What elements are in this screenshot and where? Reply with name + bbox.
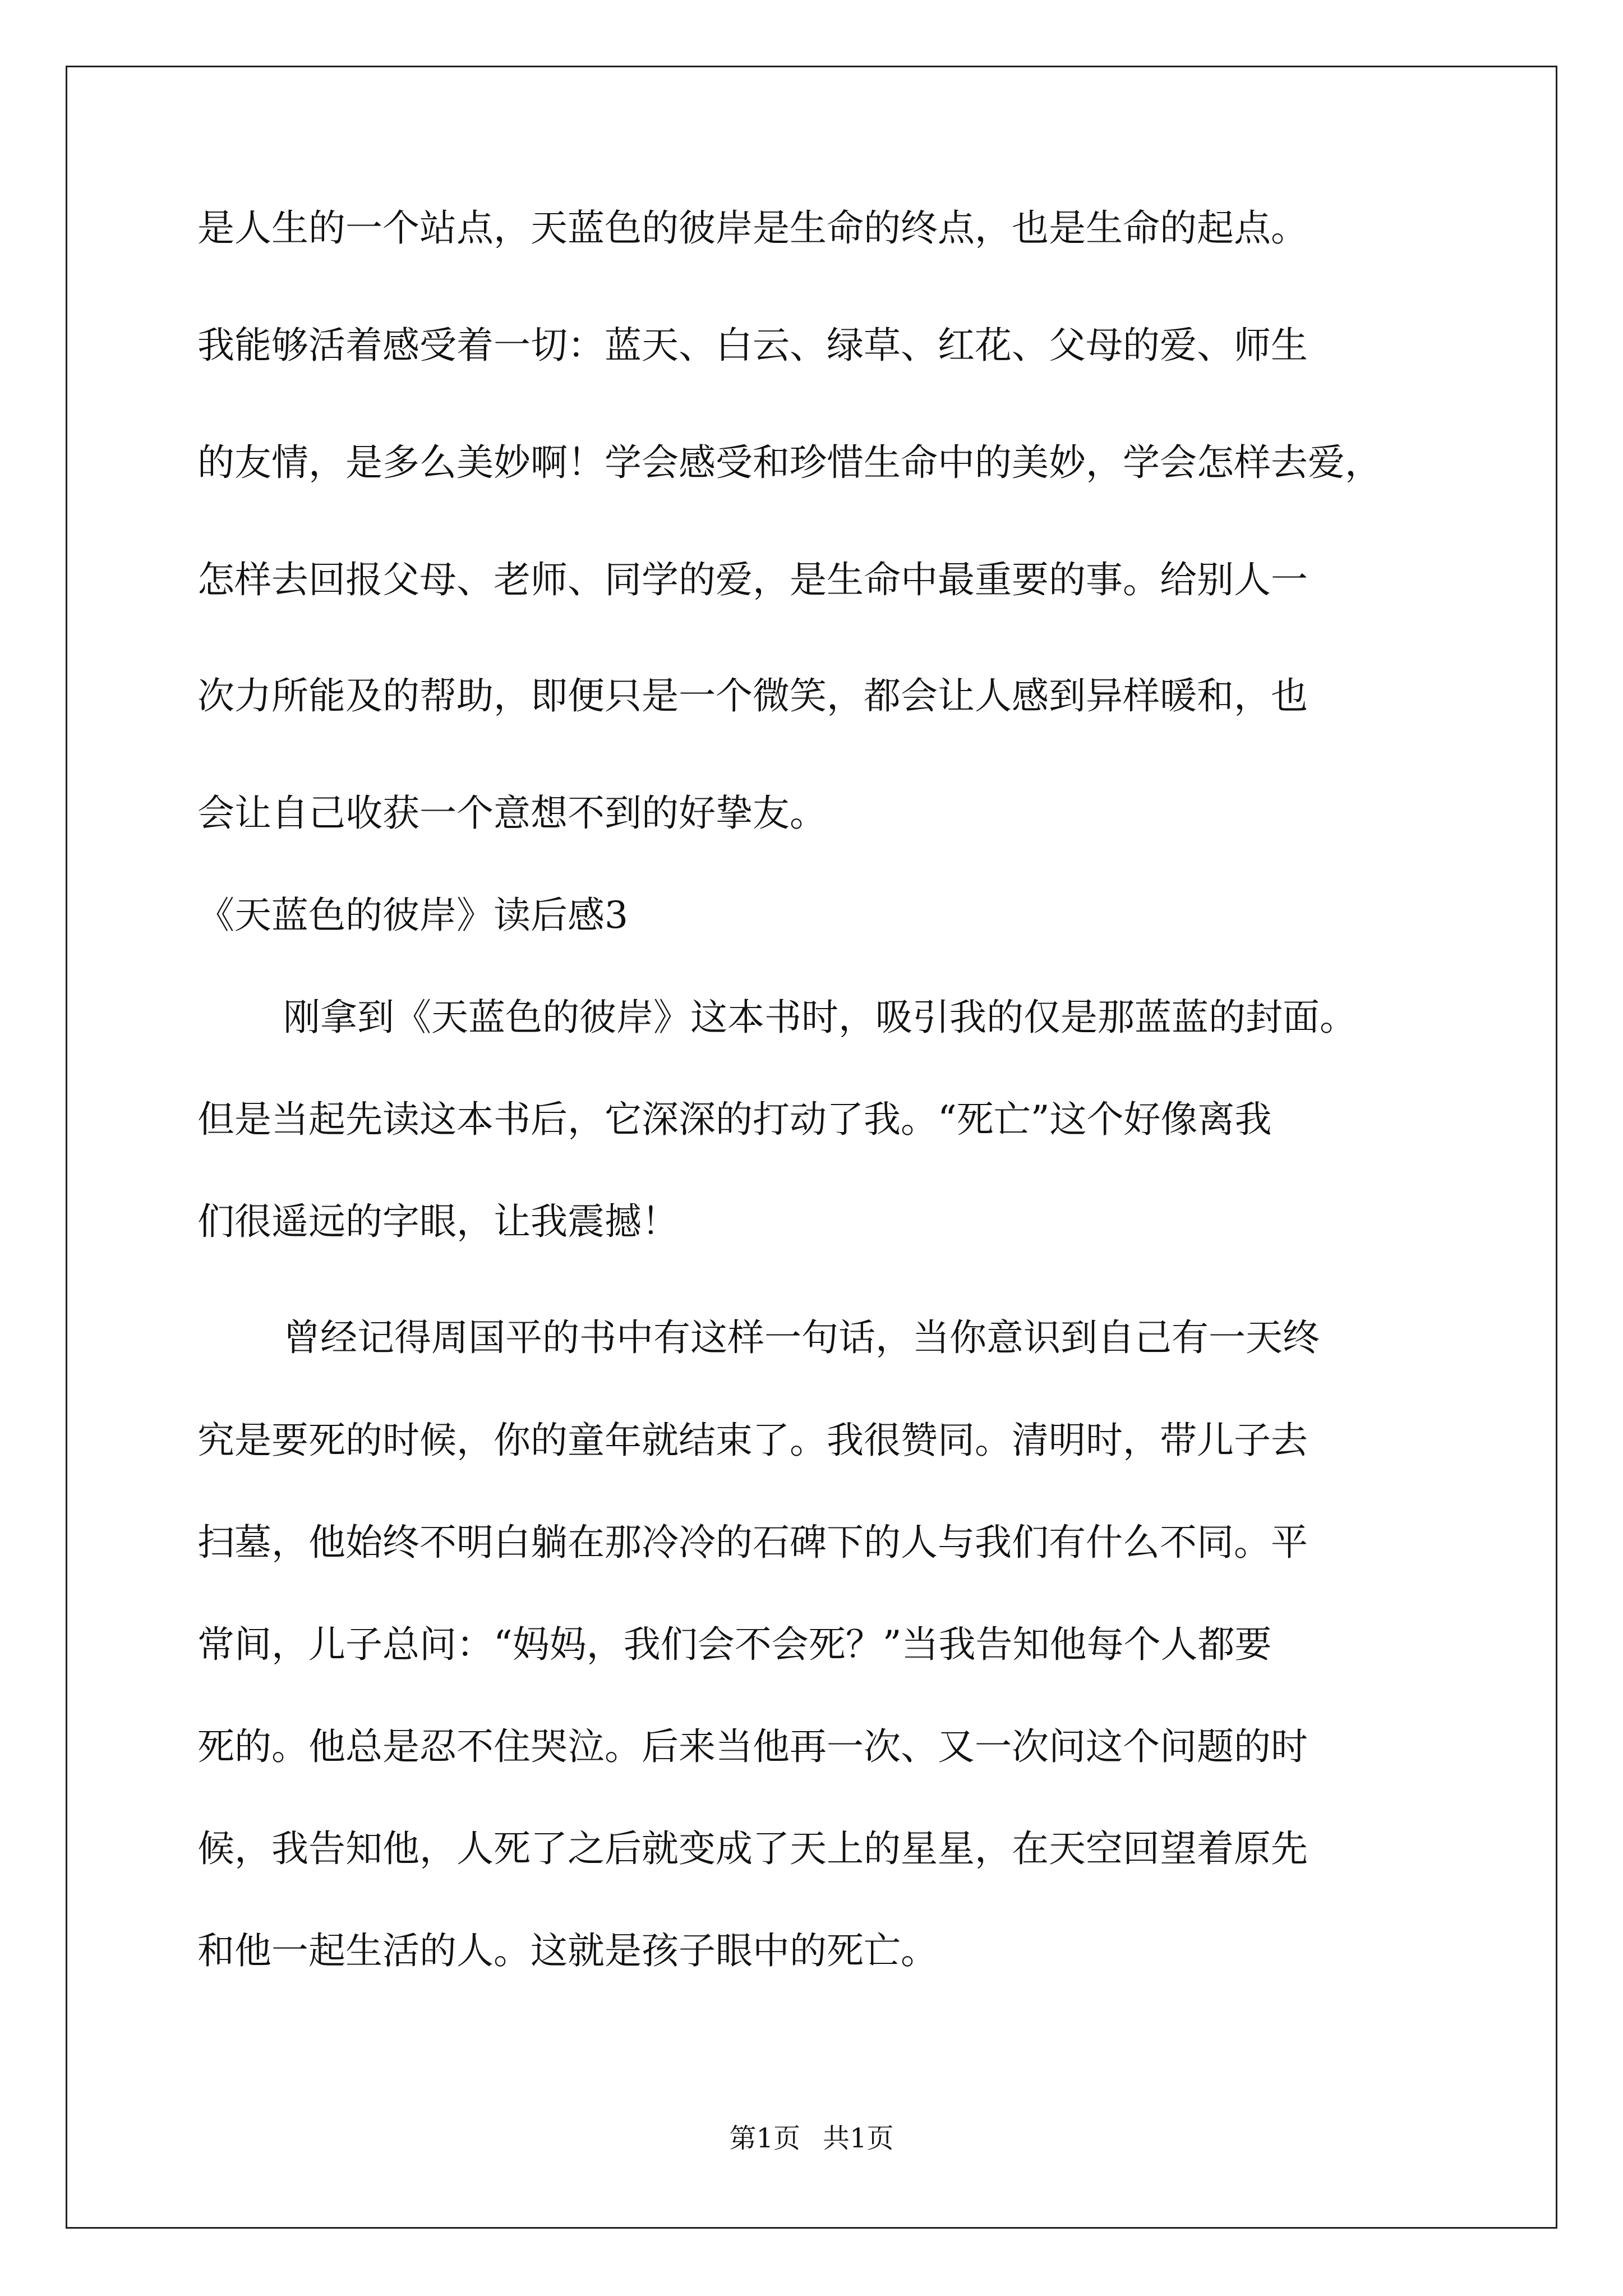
page-number: 第1页 [729, 2123, 800, 2154]
section-heading: 《天蓝色的彼岸》读后感3 [197, 894, 628, 937]
text-line: 和他一起生活的人。这就是孩子眼中的死亡。 [197, 1929, 938, 1972]
text-line: 我能够活着感受着一切：蓝天、白云、绿草、红花、父母的爱、师生 [197, 324, 1308, 367]
text-line: 怎样去回报父母、老师、同学的爱，是生命中最重要的事。给别人一 [197, 558, 1308, 601]
text-line: 会让自己收获一个意想不到的好挚友。 [197, 792, 827, 835]
text-line: 扫墓，他始终不明白躺在那冷冷的石碑下的人与我们有什么不同。平 [197, 1521, 1308, 1564]
text-line: 次力所能及的帮助，即便只是一个微笑，都会让人感到异样暖和，也 [197, 674, 1308, 717]
text-line: 但是当起先读这本书后，它深深的打动了我。“死亡”这个好像离我 [197, 1098, 1272, 1141]
text-line: 们很遥远的字眼，让我震撼！ [197, 1200, 679, 1243]
text-line: 曾经记得周国平的书中有这样一句话，当你意识到自己有一天终 [283, 1316, 1320, 1359]
page-total: 共1页 [823, 2123, 894, 2154]
text-line: 刚拿到《天蓝色的彼岸》这本书时，吸引我的仅是那蓝蓝的封面。 [283, 996, 1357, 1039]
text-line: 究是要死的时候，你的童年就结束了。我很赞同。清明时，带儿子去 [197, 1419, 1308, 1462]
text-line: 的友情，是多么美妙啊！学会感受和珍惜生命中的美妙，学会怎样去爱， [197, 441, 1382, 484]
text-line: 常间，儿子总问：“妈妈，我们会不会死？”当我告知他每个人都要 [197, 1623, 1272, 1666]
text-line: 候，我告知他，人死了之后就变成了天上的星星，在天空回望着原先 [197, 1827, 1308, 1870]
text-line: 死的。他总是忍不住哭泣。后来当他再一次、又一次问这个问题的时 [197, 1725, 1308, 1768]
page-footer [0, 2125, 1623, 2152]
text-line: 是人生的一个站点，天蓝色的彼岸是生命的终点，也是生命的起点。 [197, 206, 1308, 250]
